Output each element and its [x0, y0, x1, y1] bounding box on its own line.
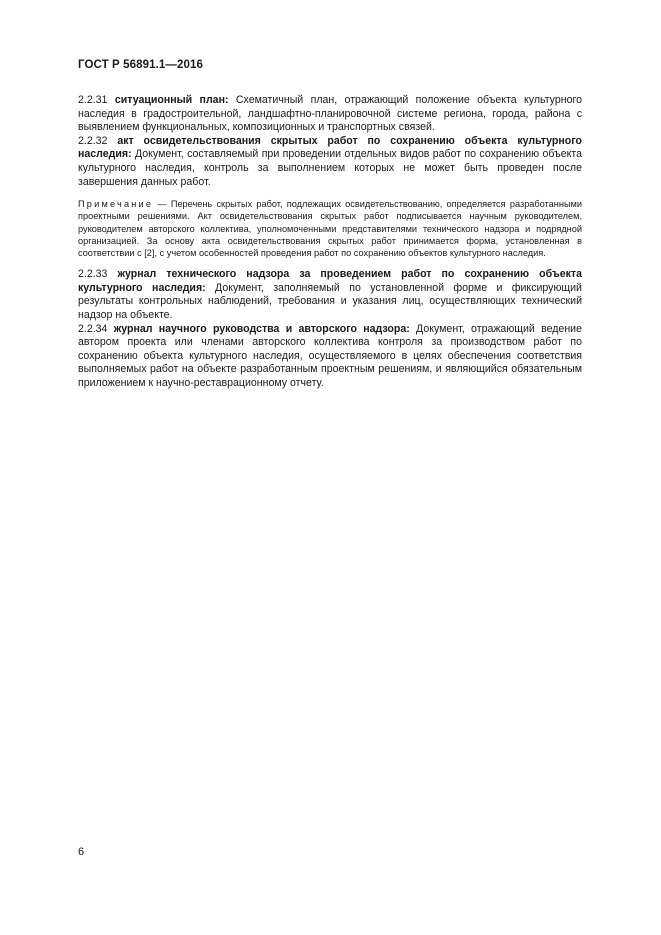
standard-header: ГОСТ Р 56891.1—2016	[78, 59, 203, 71]
term-definition: Документ, отражающий ведение автором проекта или членами авторского коллектива контроля за производством работ по сохранению объекта культурного наследия, осуществляемого в целях обеспечения соответствия выполняемых работ на объекте разработанным проектным решениям, и являющийся обязательным приложением к научно-реставрационному отчету.	[78, 322, 582, 389]
term-name: ситуационный план:	[114, 94, 229, 106]
term-name: журнал технического надзора за проведением работ по сохранению объекта культурного наследия:	[78, 268, 582, 294]
note-paragraph	[78, 198, 582, 259]
note-text: — Перечень скрытых работ, подлежащих освидетельствованию, определяется разработанными проектными решениями. Акт освидетельствования скрытых работ подписывается научным руководителем, руководителем авторского коллектива, уполномоченными представителями технического надзора и подрядной организацией. За основу акта освидетельствования скрытых работ принимается форма, установленная в соответствии с [2], с учетом особенностей проведения работ по сохранению объектов культурного наследия.	[78, 199, 582, 258]
term-number: 2.2.34	[78, 322, 108, 335]
term-number: 2.2.31	[78, 94, 108, 106]
term-entry	[78, 94, 582, 135]
term-number: 2.2.33	[78, 268, 108, 281]
term-name: акт освидетельствования скрытых работ по сохранению объекта культурного наследия:	[78, 134, 582, 161]
term-definition: Схематичный план, отражающий положение объекта культурного наследия в градостроительной, ландшафтно-планировочной системе региона, города, района с выявлением функциональных, композиционных и транспортных связей.	[78, 94, 583, 134]
term-entry	[78, 135, 582, 189]
term-definition: Документ, составляемый при проведении отдельных видов работ по сохранению объекта культурного наследия, контроль за выполнением которых не может быть проведен после завершения данных работ.	[78, 148, 582, 188]
term-definition: Документ, заполняемый по установленной форме и фиксирующий результаты контрольных наблюдений, требования и указания лиц, осуществляющих технический надзор на объекте.	[78, 281, 582, 321]
term-number: 2.2.32	[78, 134, 108, 147]
note-label: Примечание	[78, 199, 154, 210]
document-body	[78, 94, 582, 391]
term-entry	[78, 268, 582, 322]
term-name: журнал научного руководства и авторского надзора:	[113, 322, 410, 335]
term-entry	[78, 323, 582, 391]
page-number: 6	[78, 846, 85, 858]
